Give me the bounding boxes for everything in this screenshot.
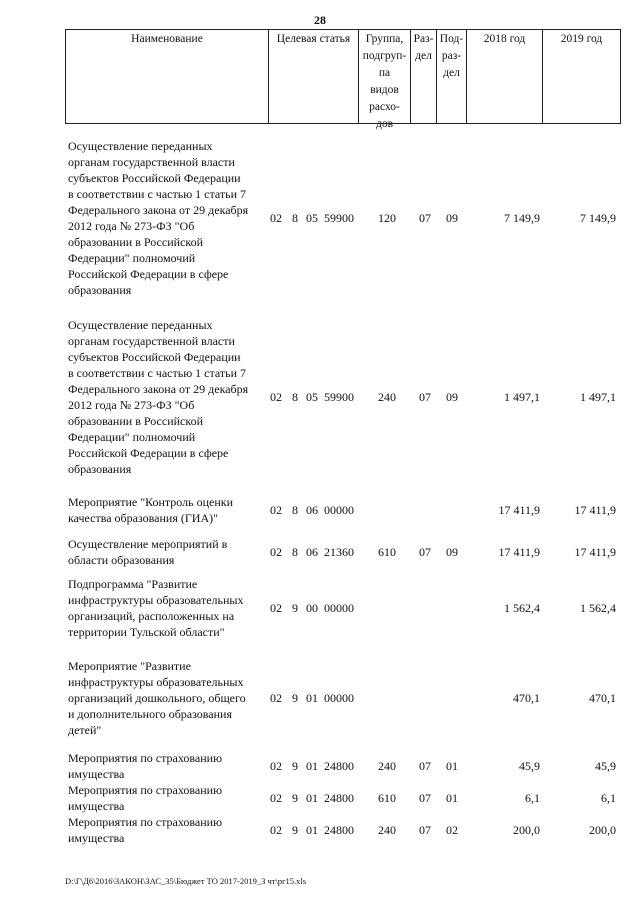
target-code-subprogram: 9: [292, 601, 298, 615]
amount-2018: 470,1: [513, 691, 540, 705]
target-code-program: 02: [270, 691, 282, 705]
amount-2019: 470,1: [589, 691, 616, 705]
target-code-subprogram: 8: [292, 545, 298, 559]
target-code-program: 02: [270, 759, 282, 773]
target-code-event: 06: [306, 503, 318, 517]
target-code-event: 01: [306, 691, 318, 705]
group-code: 240: [378, 823, 396, 837]
target-code-program: 02: [270, 545, 282, 559]
section-code: 07: [419, 545, 431, 559]
amount-2019: 1 562,4: [580, 601, 616, 615]
target-code-program: 02: [270, 791, 282, 805]
amount-2018: 17 411,9: [498, 545, 540, 559]
amount-2018: 6,1: [525, 791, 540, 805]
amount-2019: 200,0: [589, 823, 616, 837]
target-code-subprogram: 9: [292, 691, 298, 705]
amount-2018: 7 149,9: [504, 211, 540, 225]
amount-2019: 45,9: [595, 759, 616, 773]
subsection-code: 09: [446, 390, 458, 404]
subsection-code: 01: [446, 791, 458, 805]
target-code-direction: 59900: [324, 211, 354, 225]
target-code-event: 01: [306, 791, 318, 805]
target-code-subprogram: 9: [292, 791, 298, 805]
row-name: Осуществление мероприятий в области образования: [68, 537, 228, 567]
header-2019: 2019 год: [560, 33, 603, 45]
target-code-event: 01: [306, 823, 318, 837]
target-code-program: 02: [270, 823, 282, 837]
row-name: Мероприятия по страхованию имущества: [68, 783, 223, 813]
target-code-program: 02: [270, 503, 282, 517]
amount-2018: 1 497,1: [504, 390, 540, 404]
amount-2018: 200,0: [513, 823, 540, 837]
amount-2018: 45,9: [519, 759, 540, 773]
amount-2019: 6,1: [601, 791, 616, 805]
target-code-program: 02: [270, 601, 282, 615]
row-name: Осуществление переданных органам государственной власти субъектов Российской Федерации в соответствии с частью 1 статьи 7 Федерального закона от 29 декабря 2012 года № 273-ФЗ "Об образовании в Российской Федерации" полномочий Российской Федерации в сфере образования: [68, 318, 249, 476]
target-code-direction: 00000: [324, 691, 354, 705]
section-code: 07: [419, 791, 431, 805]
section-code: 07: [419, 759, 431, 773]
target-code-direction: 21360: [324, 545, 354, 559]
target-code-event: 05: [306, 390, 318, 404]
row-name: Мероприятие "Контроль оценки качества образования (ГИА)": [68, 495, 234, 525]
target-code-program: 02: [270, 211, 282, 225]
target-code-direction: 59900: [324, 390, 354, 404]
subsection-code: 01: [446, 759, 458, 773]
header-target: Целевая статья: [276, 33, 351, 45]
target-code-direction: 24800: [324, 823, 354, 837]
header-section: Раз- дел: [413, 33, 434, 62]
group-code: 120: [378, 211, 396, 225]
subsection-code: 09: [446, 211, 458, 225]
page-number: 28: [314, 13, 326, 27]
section-code: 07: [419, 823, 431, 837]
target-code-event: 01: [306, 759, 318, 773]
row-name: Подпрограмма "Развитие инфраструктуры образовательных организаций, расположенных на территории Тульской области": [68, 577, 244, 639]
amount-2019: 7 149,9: [580, 211, 616, 225]
amount-2018: 17 411,9: [498, 503, 540, 517]
group-code: 610: [378, 791, 396, 805]
section-code: 07: [419, 211, 431, 225]
group-code: 240: [378, 390, 396, 404]
row-name: Осуществление переданных органам государственной власти субъектов Российской Федерации в соответствии с частью 1 статьи 7 Федерального закона от 29 декабря 2012 года № 273-ФЗ "Об образовании в Российской Федерации" полномочий Российской Федерации в сфере образования: [68, 139, 249, 297]
header-group: Группа, подгруп- па видов расхо- дов: [362, 33, 407, 130]
group-code: 610: [378, 545, 396, 559]
section-code: 07: [419, 390, 431, 404]
target-code-event: 00: [306, 601, 318, 615]
row-name: Мероприятия по страхованию имущества: [68, 815, 223, 845]
target-code-subprogram: 9: [292, 823, 298, 837]
amount-2019: 17 411,9: [574, 503, 616, 517]
header-name: Наименование: [131, 33, 203, 45]
target-code-event: 06: [306, 545, 318, 559]
row-name: Мероприятие "Развитие инфраструктуры образовательных организаций дошкольного, общего и дополнительного образования детей": [68, 659, 246, 737]
subsection-code: 02: [446, 823, 458, 837]
target-code-event: 05: [306, 211, 318, 225]
amount-2018: 1 562,4: [504, 601, 540, 615]
target-code-direction: 24800: [324, 791, 354, 805]
target-code-subprogram: 8: [292, 503, 298, 517]
header-subsection: Под- раз- дел: [439, 33, 464, 79]
target-code-program: 02: [270, 390, 282, 404]
header-2018: 2018 год: [483, 33, 526, 45]
amount-2019: 17 411,9: [574, 545, 616, 559]
row-name: Мероприятия по страхованию имущества: [68, 751, 223, 781]
target-code-subprogram: 9: [292, 759, 298, 773]
target-code-direction: 00000: [324, 601, 354, 615]
amount-2019: 1 497,1: [580, 390, 616, 404]
target-code-subprogram: 8: [292, 211, 298, 225]
group-code: 240: [378, 759, 396, 773]
subsection-code: 09: [446, 545, 458, 559]
file-path-footer: D:\Г\Д6\2016\ЗАКОН\ЗАС_35\Бюджет ТО 2017-2019_3 чт\рг15.xls: [65, 876, 307, 886]
target-code-direction: 24800: [324, 759, 354, 773]
target-code-direction: 00000: [324, 503, 354, 517]
target-code-subprogram: 8: [292, 390, 298, 404]
